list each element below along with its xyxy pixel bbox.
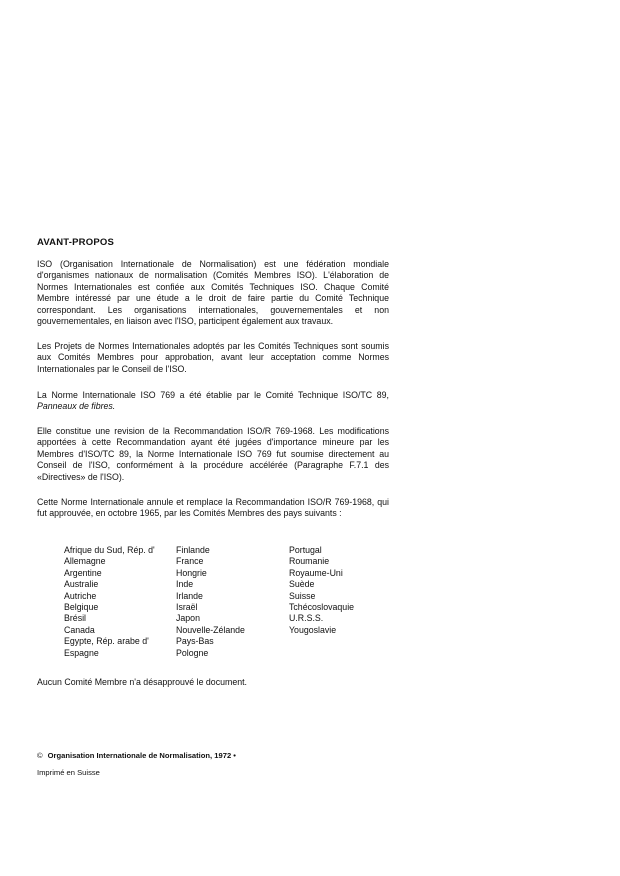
countries-column-2 <box>176 545 245 659</box>
copyright-notice <box>37 751 236 760</box>
paragraph-no-disapproval: Aucun Comité Membre n'a désapprouvé le document. <box>37 677 247 687</box>
country-item: Belgique <box>64 602 99 613</box>
country-item: Australie <box>64 579 99 590</box>
country-item: Japon <box>176 613 200 624</box>
printed-in: Imprimé en Suisse <box>37 768 100 777</box>
country-item: Pays-Bas <box>176 636 214 647</box>
country-item: Israël <box>176 602 198 613</box>
country-item: Finlande <box>176 545 210 555</box>
paragraph-revision: Elle constitue une revision de la Recommandation ISO/R 769-1968. Les modifications apportées à cette Recommandation ayant été jugées d'importance mineure par les Membres d'ISO/TC 89, la Norme Internationale ISO 769 fut soumise directement au Conseil de l'ISO, conformément à la procédure accélérée (Paragraphe F.7.1 des «Directives» de l'ISO). <box>37 426 389 482</box>
country-item: Suède <box>289 579 315 590</box>
committee-title: Panneaux de fibres. <box>37 401 116 412</box>
country-item: Espagne <box>64 647 99 658</box>
copyright-text: Organisation Internationale de Normalisation, 1972 • <box>47 751 236 760</box>
country-item: Argentine <box>64 567 102 578</box>
country-item: Autriche <box>64 590 97 601</box>
countries-column-1 <box>64 545 155 659</box>
country-item: Afrique du Sud, Rép. d' <box>64 545 155 555</box>
paragraph-replacement: Cette Norme Internationale annule et remplace la Recommandation ISO/R 769-1968, qui fut approuvée, en octobre 1965, par les Comités Membres des pays suivants : <box>37 497 389 519</box>
country-item: Pologne <box>176 647 209 658</box>
country-item: Canada <box>64 624 95 635</box>
country-item: Portugal <box>289 545 322 555</box>
country-item: Allemagne <box>64 556 106 567</box>
country-item: Irlande <box>176 590 203 601</box>
copyright-symbol: © <box>37 751 43 760</box>
paragraph-iso-intro: ISO (Organisation Internationale de Normalisation) est une fédération mondiale d'organismes nationaux de normalisation (Comités Membres ISO). L'élaboration de Normes Internationales est confiée aux Comités Techniques ISO. Chaque Comité Membre intéressé par une étude a le droit de faire partie du Comité Technique correspondant. Les organisations internationales, gouvernementales et non gouvernementales, en liaison avec l'ISO, participent également aux travaux. <box>37 259 389 327</box>
country-item: Brésil <box>64 613 86 624</box>
country-item: Yougoslavie <box>289 624 337 635</box>
country-item: Hongrie <box>176 567 207 578</box>
country-item: Suisse <box>289 590 316 601</box>
paragraph-draft-standards: Les Projets de Normes Internationales adoptés par les Comités Techniques sont soumis aux Comités Membres pour approbation, avant leur acceptation comme Normes Internationales par le Conseil de l'ISO. <box>37 341 389 374</box>
page-title: AVANT-PROPOS <box>37 237 114 248</box>
country-item: Nouvelle-Zélande <box>176 624 245 635</box>
country-item: U.R.S.S. <box>289 613 324 624</box>
country-item: Roumanie <box>289 556 330 567</box>
standard-origin-text: La Norme Internationale ISO 769 a été établie par le Comité Technique ISO/TC 89, <box>37 390 389 400</box>
country-item: Egypte, Rép. arabe d' <box>64 636 149 647</box>
country-item: Tchécoslovaquie <box>289 602 355 613</box>
country-item: Royaume-Uni <box>289 567 343 578</box>
country-item: France <box>176 556 204 567</box>
countries-column-3 <box>289 545 354 636</box>
paragraph-standard-origin <box>37 390 389 413</box>
country-item: Inde <box>176 579 194 590</box>
